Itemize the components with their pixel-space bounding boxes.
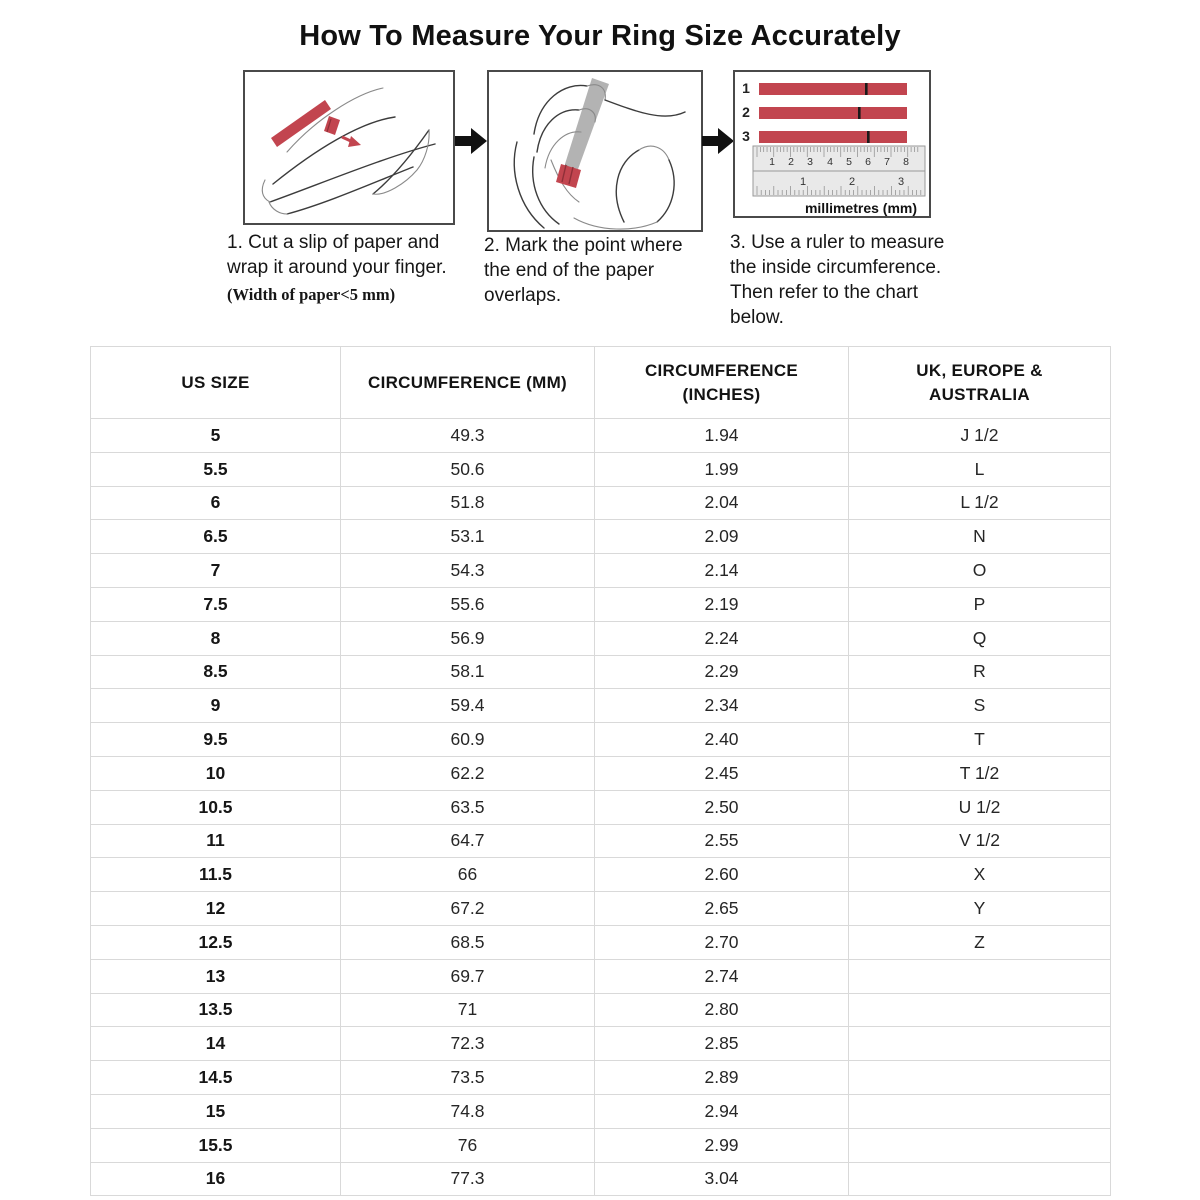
table-cell: 8 (91, 621, 341, 655)
table-cell: 2.09 (595, 520, 849, 554)
table-cell: S (849, 689, 1111, 723)
right-arrow-icon (702, 127, 734, 155)
hand-sketch-line (270, 144, 435, 202)
hand-sketch-line (269, 202, 287, 214)
table-cell: 11 (91, 824, 341, 858)
header-circumference-mm: CIRCUMFERENCE (MM) (341, 347, 595, 419)
table-cell: 68.5 (341, 925, 595, 959)
table-row (91, 723, 1111, 757)
ruler-number: 4 (827, 156, 833, 168)
table-cell: 2.19 (595, 587, 849, 621)
thumb-sketch-line (616, 150, 639, 222)
table-cell: 50.6 (341, 452, 595, 486)
thumb-sketch-line (639, 146, 669, 160)
thumb-sketch-line (373, 130, 429, 194)
table-cell (849, 959, 1111, 993)
ruler-number: 1 (799, 176, 807, 188)
table-cell: 2.14 (595, 554, 849, 588)
hand-with-paper-strip-illustration (245, 72, 453, 223)
table-cell: 2.80 (595, 993, 849, 1027)
table-cell: 6 (91, 486, 341, 520)
table-cell: 1.94 (595, 419, 849, 453)
ruler-caption: millimetres (mm) (804, 200, 918, 216)
paper-strip-shape (271, 100, 331, 147)
finger-sketch-line (533, 157, 559, 224)
table-cell: 7 (91, 554, 341, 588)
table-cell: L 1/2 (849, 486, 1111, 520)
table-row (91, 1027, 1111, 1061)
table-row (91, 419, 1111, 453)
strip-mark (858, 107, 861, 119)
header-circumference-inches: CIRCUMFERENCE (INCHES) (595, 347, 849, 419)
table-row (91, 1128, 1111, 1162)
ruler-number: 5 (846, 156, 852, 168)
step1-paper-width-note: (Width of paper<5 mm) (227, 285, 396, 304)
table-row (91, 858, 1111, 892)
table-cell: 49.3 (341, 419, 595, 453)
table-cell: 59.4 (341, 689, 595, 723)
table-row (91, 520, 1111, 554)
header-uk-europe-australia: UK, EUROPE & AUSTRALIA (849, 347, 1111, 419)
step3-caption-text: 3. Use a ruler to measure the inside circumference. Then refer to the chart below. (730, 232, 945, 328)
table-cell: 1.99 (595, 452, 849, 486)
table-cell: 63.5 (341, 790, 595, 824)
strip-label: 3 (742, 128, 750, 144)
table-cell: 11.5 (91, 858, 341, 892)
table-cell: 2.24 (595, 621, 849, 655)
ring-size-table-header (91, 347, 1111, 419)
paper-strip (759, 83, 907, 95)
strip-mark (865, 83, 868, 95)
table-cell: 56.9 (341, 621, 595, 655)
table-cell: 2.04 (595, 486, 849, 520)
table-cell: 7.5 (91, 587, 341, 621)
ruler-number: 2 (788, 156, 794, 168)
table-cell: 2.65 (595, 892, 849, 926)
table-cell: V 1/2 (849, 824, 1111, 858)
table-cell: 51.8 (341, 486, 595, 520)
table-cell: O (849, 554, 1111, 588)
table-cell: Q (849, 621, 1111, 655)
table-cell: N (849, 520, 1111, 554)
table-cell: 10 (91, 756, 341, 790)
table-cell: 58.1 (341, 655, 595, 689)
table-cell: 53.1 (341, 520, 595, 554)
ruler-number: 3 (807, 156, 813, 168)
table-cell (849, 1162, 1111, 1196)
marking-pencil-illustration (489, 72, 701, 230)
table-cell: 10.5 (91, 790, 341, 824)
ruler-number: 6 (865, 156, 871, 168)
thumb-sketch-line (657, 160, 674, 222)
table-row (91, 892, 1111, 926)
table-cell: 73.5 (341, 1061, 595, 1095)
table-row (91, 621, 1111, 655)
table-cell: T (849, 723, 1111, 757)
table-cell: 2.89 (595, 1061, 849, 1095)
table-cell: 77.3 (341, 1162, 595, 1196)
step3-illustration-panel (733, 70, 931, 218)
table-cell: 54.3 (341, 554, 595, 588)
table-cell: 2.99 (595, 1128, 849, 1162)
ruler-number: 1 (769, 156, 775, 168)
table-row (91, 1061, 1111, 1095)
table-cell: 2.40 (595, 723, 849, 757)
ruler-number: 2 (848, 176, 856, 188)
table-cell: J 1/2 (849, 419, 1111, 453)
table-cell: 2.34 (595, 689, 849, 723)
table-cell: 2.50 (595, 790, 849, 824)
table-row (91, 1094, 1111, 1128)
table-cell: 13.5 (91, 993, 341, 1027)
table-row (91, 689, 1111, 723)
table-cell: 12.5 (91, 925, 341, 959)
ruler-number: 7 (884, 156, 890, 168)
table-cell: 76 (341, 1128, 595, 1162)
table-cell (849, 1027, 1111, 1061)
table-cell: 12 (91, 892, 341, 926)
step2-illustration-panel (487, 70, 703, 232)
table-cell: 2.29 (595, 655, 849, 689)
strip-mark (867, 131, 870, 143)
table-cell (849, 1061, 1111, 1095)
page-title: How To Measure Your Ring Size Accurately (299, 20, 901, 52)
table-cell: 55.6 (341, 587, 595, 621)
table-cell: 2.70 (595, 925, 849, 959)
table-cell: 16 (91, 1162, 341, 1196)
table-cell: 2.85 (595, 1027, 849, 1061)
step1-caption-text: 1. Cut a slip of paper and wrap it around your finger. (227, 232, 447, 278)
table-row (91, 1162, 1111, 1196)
table-cell: 2.55 (595, 824, 849, 858)
header-us-size: US SIZE (91, 347, 341, 419)
table-row (91, 486, 1111, 520)
table-row (91, 655, 1111, 689)
table-row (91, 993, 1111, 1027)
table-cell: 2.74 (595, 959, 849, 993)
step1-illustration-panel (243, 70, 455, 225)
hand-sketch-line (262, 180, 270, 202)
finger-sketch-line (514, 142, 544, 228)
strip-label: 2 (742, 104, 750, 120)
paper-strip (759, 107, 907, 119)
table-row (91, 554, 1111, 588)
hand-sketch-line (605, 100, 685, 116)
table-cell (849, 1094, 1111, 1128)
pencil-body (565, 78, 609, 172)
step1-caption (227, 230, 475, 307)
table-cell: 2.60 (595, 858, 849, 892)
table-cell: 60.9 (341, 723, 595, 757)
table-cell: 15 (91, 1094, 341, 1128)
table-row (91, 452, 1111, 486)
table-cell: 6.5 (91, 520, 341, 554)
table-cell: Z (849, 925, 1111, 959)
table-cell: P (849, 587, 1111, 621)
table-cell: 9 (91, 689, 341, 723)
table-cell: 66 (341, 858, 595, 892)
table-cell: 2.45 (595, 756, 849, 790)
step3-caption (730, 230, 962, 330)
table-cell: 72.3 (341, 1027, 595, 1061)
table-cell: 69.7 (341, 959, 595, 993)
table-cell: 2.94 (595, 1094, 849, 1128)
table-cell: X (849, 858, 1111, 892)
table-cell: 5 (91, 419, 341, 453)
table-cell: L (849, 452, 1111, 486)
table-cell: 74.8 (341, 1094, 595, 1128)
step2-caption-text: 2. Mark the point where the end of the paper overlaps. (484, 235, 683, 306)
table-cell: 8.5 (91, 655, 341, 689)
table-cell: 64.7 (341, 824, 595, 858)
table-cell: 15.5 (91, 1128, 341, 1162)
table-row (91, 587, 1111, 621)
table-cell: Y (849, 892, 1111, 926)
table-cell: 62.2 (341, 756, 595, 790)
step2-caption (484, 233, 702, 308)
table-cell: R (849, 655, 1111, 689)
paper-strip (759, 131, 907, 143)
table-row (91, 790, 1111, 824)
ring-size-table (90, 346, 1111, 1196)
table-row (91, 959, 1111, 993)
overlap-mark-arrowhead (348, 136, 361, 147)
strip-label: 1 (742, 80, 750, 96)
table-cell: 14.5 (91, 1061, 341, 1095)
table-cell: 13 (91, 959, 341, 993)
table-cell (849, 993, 1111, 1027)
table-cell: 71 (341, 993, 595, 1027)
size-table-body (91, 419, 1111, 1196)
ruler-number: 8 (903, 156, 909, 168)
ruler-number: 3 (897, 176, 905, 188)
table-cell: U 1/2 (849, 790, 1111, 824)
table-cell: 9.5 (91, 723, 341, 757)
table-row (91, 756, 1111, 790)
paper-band-on-finger (324, 116, 340, 135)
table-cell (849, 1128, 1111, 1162)
table-cell: T 1/2 (849, 756, 1111, 790)
table-row (91, 925, 1111, 959)
ruler-measurement-illustration (735, 72, 929, 216)
table-cell: 14 (91, 1027, 341, 1061)
palm-sketch-line (574, 218, 657, 229)
table-cell: 3.04 (595, 1162, 849, 1196)
table-row (91, 824, 1111, 858)
right-arrow-icon (455, 127, 487, 155)
table-cell: 5.5 (91, 452, 341, 486)
table-cell: 67.2 (341, 892, 595, 926)
